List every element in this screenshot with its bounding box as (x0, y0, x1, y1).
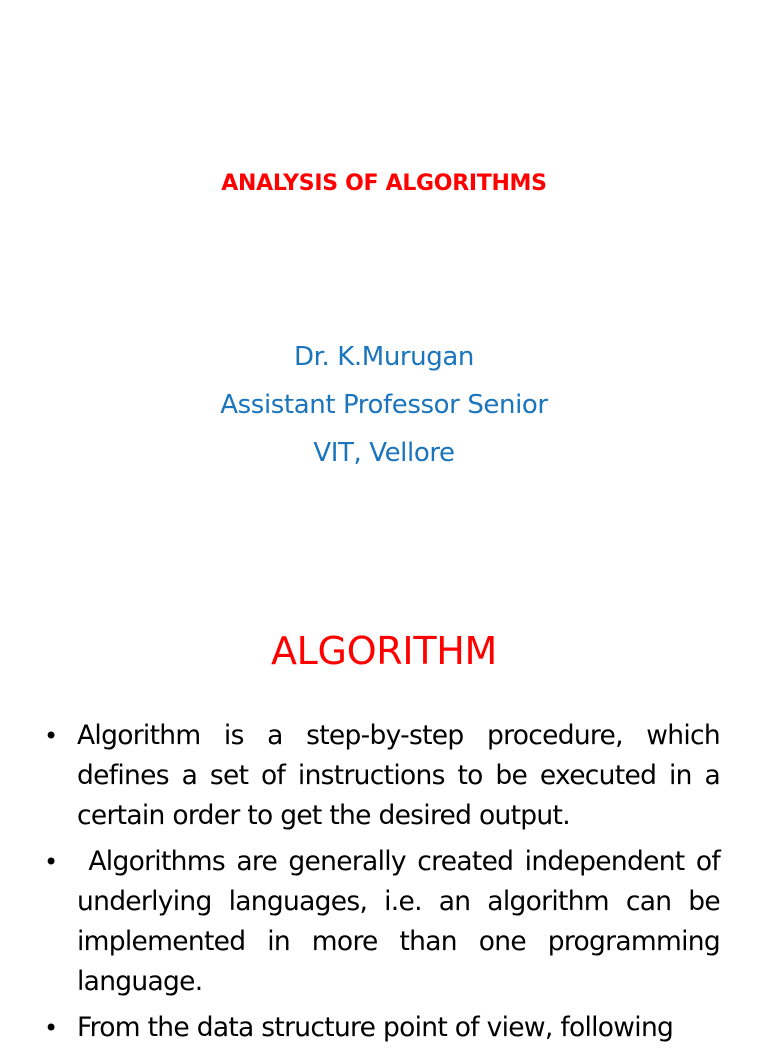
bullet-item (44, 716, 720, 836)
bullet-dot-icon: • (44, 848, 58, 876)
author-institution: VIT, Vellore (313, 438, 455, 468)
bullet-list (0, 716, 768, 1043)
section-heading: ALGORITHM (270, 629, 497, 673)
bullet-item (44, 842, 720, 1002)
author-name: Dr. K.Murugan (294, 342, 474, 372)
bullet-text: Algorithm is a step-by-step procedure, which defines a set of instructions to be executed in a certain order to get the desired output. (77, 720, 720, 831)
bullet-text: Algorithms are generally created independent of underlying languages, i.e. an algorithm can be implemented in more than one programming language. (77, 846, 720, 997)
slide-title: ANALYSIS OF ALGORITHMS (221, 171, 547, 196)
bullet-dot-icon: • (44, 722, 58, 750)
author-block (0, 333, 768, 477)
bullet-text: From the data structure point of view, following (77, 1012, 674, 1043)
author-position: Assistant Professor Senior (220, 390, 548, 420)
bullet-item (44, 1008, 720, 1048)
bullet-dot-icon: • (44, 1014, 58, 1042)
